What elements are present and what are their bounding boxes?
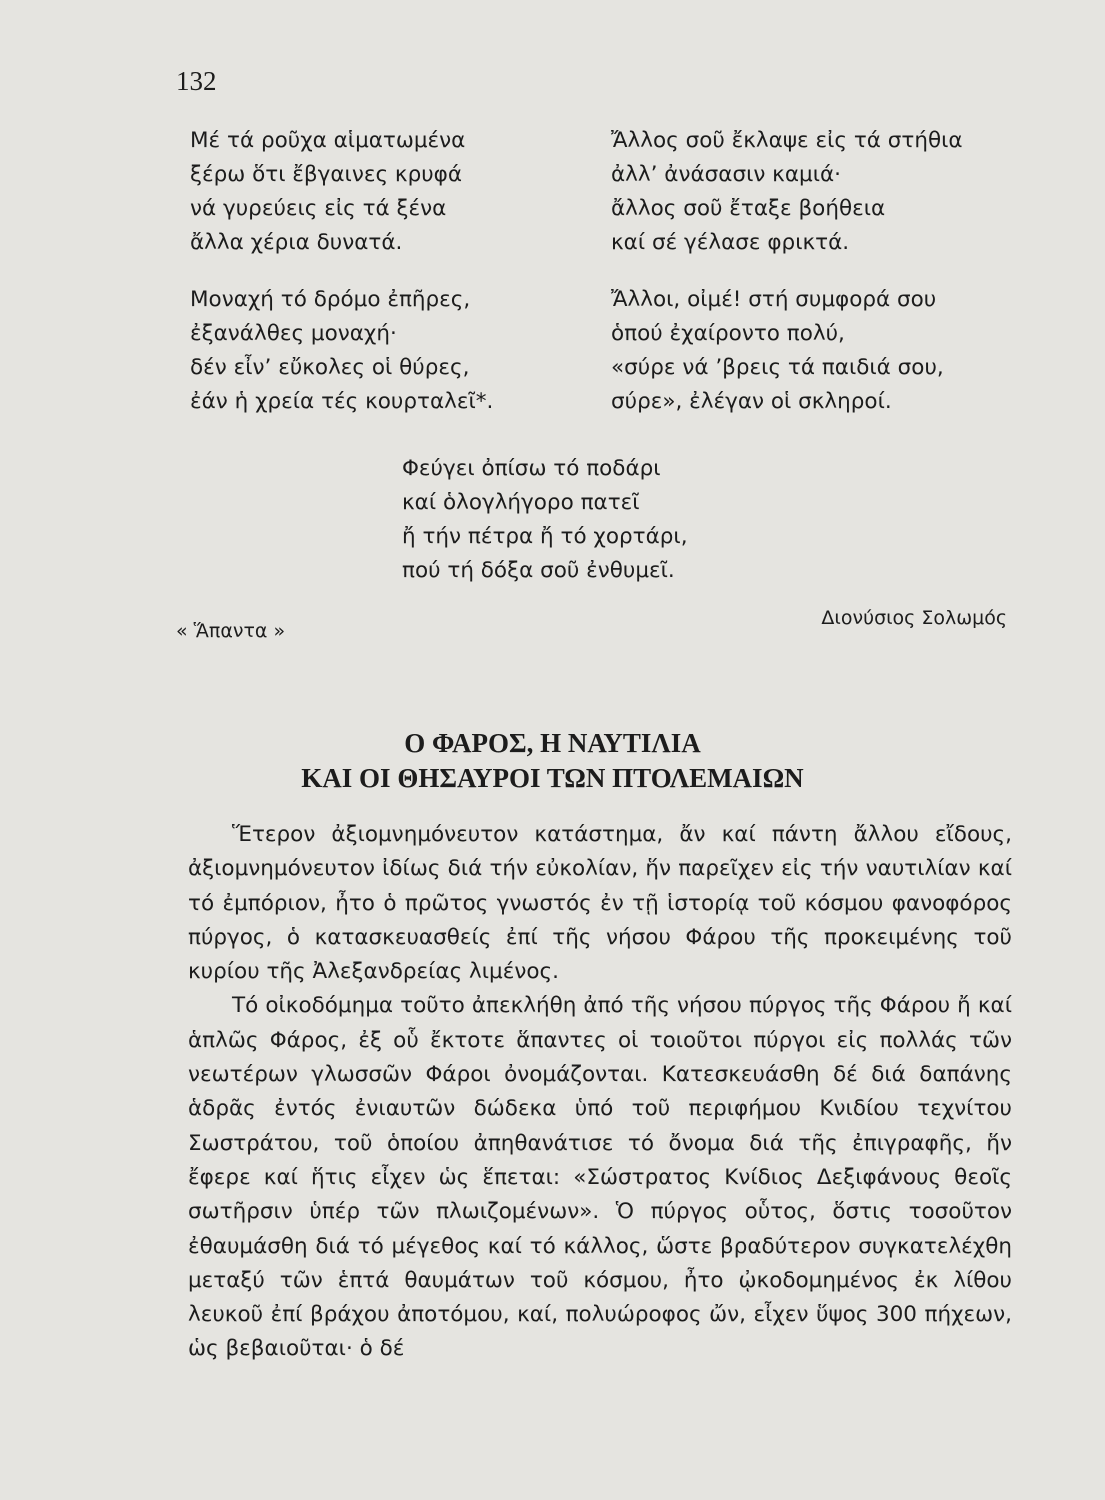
poem-left-column — [190, 124, 493, 442]
poem-line: ἄλλα χέρια δυνατά. — [190, 230, 403, 255]
paragraph: Ἕτερον ἀξιομνημόνευτον κατάστημα, ἄν καί πάντη ἄλλου εἴδους, ἀξιομνημόνευτον ἰδίως διά τήν εὐκολίαν, ἥν παρεῖχεν εἰς τήν ναυτιλίαν καί τό ἐμπόριον, ἦτο ὁ πρῶτος γνωστός ἐν τῇ ἱστορίᾳ τοῦ κόσμου φανοφόρος πύργος, ὁ κατασκευασθείς ἐπί τῆς νήσου Φάρου τῆς προκειμένης τοῦ κυρίου τῆς Ἀλεξανδρείας λιμένος. — [188, 822, 1012, 985]
poem-line: νά γυρεύεις εἰς τά ξένα — [190, 196, 447, 221]
poem-line: ἄλλος σοῦ ἔταξε βοήθεια — [611, 196, 886, 221]
body-text — [188, 818, 1012, 1367]
section-heading — [0, 726, 1105, 796]
poem-line: ξέρω ὅτι ἔβγαινες κρυφά — [190, 162, 463, 187]
poem-line: πού τή δόξα σοῦ ἐνθυμεῖ. — [402, 558, 675, 583]
poem-line: Φεύγει ὀπίσω τό ποδάρι — [402, 456, 661, 481]
poem-line: «σύρε νά ’βρεις τά παιδιά σου, — [611, 355, 944, 380]
poem-line: Ἄλλοι, οἰμέ! στή συμφορά σου — [611, 287, 937, 312]
poem-line: ὁπού ἐχαίροντο πολύ, — [611, 321, 845, 346]
poem-stanza — [190, 124, 493, 260]
paragraph: Τό οἰκοδόμημα τοῦτο ἀπεκλήθη ἀπό τῆς νήσου πύργος τῆς Φάρου ἤ καί ἁπλῶς Φάρος, ἐξ οὗ ἔκτοτε ἅπαντες οἱ τοιοῦτοι πύργοι εἰς πολλάς τῶν νεωτέρων γλωσσῶν Φάροι ὀνομάζονται. Κατεσκευάσθη δέ διά δαπάνης ἁδρᾶς ἐντός ἐνιαυτῶν δώδεκα ὑπό τοῦ περιφήμου Κνιδίου τεχνίτου Σωστράτου, τοῦ ὁποίου ἀπηθανάτισε τό ὄνομα διά τῆς ἐπιγραφῆς, ἥν ἔφερε καί ἥτις εἶχεν ὡς ἕπεται: «Σώστρατος Κνίδιος Δεξιφάνους θεοῖς σωτῆρσιν ὑπέρ τῶν πλωιζομένων». Ὁ πύργος οὗτος, ὅστις τοσοῦτον ἐθαυμάσθη διά τό μέγεθος καί τό κάλλος, ὥστε βραδύτερον συγκατελέχθη μεταξύ τῶν ἑπτά θαυμάτων τοῦ κόσμου, ἦτο ᾠκοδομημένος ἐκ λίθου λευκοῦ ἐπί βράχου ἀποτόμου, καί, πολυώροφος ὤν, εἶχεν ὕψος 300 πήχεων, ὡς βεβαιοῦται· ὁ δέ — [188, 993, 1012, 1362]
poem-line: ἐάν ἡ χρεία τές κουρταλεῖ*. — [190, 389, 494, 414]
poem-line: Ἄλλος σοῦ ἔκλαψε εἰς τά στήθια — [611, 128, 963, 153]
poem-center-stanza — [402, 452, 688, 588]
poem-line: δέν εἶν’ εὔκολες οἱ θύρες, — [190, 355, 470, 380]
page-number: 132 — [176, 66, 217, 96]
poem-line: σύρε», ἐλέγαν οἱ σκληροί. — [611, 389, 892, 414]
poem-stanza — [611, 283, 963, 419]
poem-line: Μέ τά ροῦχα αἱματωμένα — [190, 128, 466, 153]
poem-line: ἐξανάλθες μοναχή· — [190, 321, 397, 346]
poem-line: καί ὁλογλήγορο πατεῖ — [402, 490, 640, 515]
poem-stanza — [190, 283, 493, 419]
heading-line-2: ΚΑΙ ΟΙ ΘΗΣΑΥΡΟΙ ΤΩΝ ΠΤΟΛΕΜΑΙΩΝ — [301, 763, 804, 793]
poem-line: ἤ τήν πέτρα ἤ τό χορτάρι, — [402, 524, 688, 549]
poem-author: Διονύσιος Σολωμός — [821, 607, 1007, 629]
poem-source: « Ἅπαντα » — [176, 620, 286, 642]
poem-stanza — [611, 124, 963, 260]
heading-line-1: Ο ΦΑΡΟΣ, Η ΝΑΥΤΙΛΙΑ — [404, 728, 701, 758]
poem-line: καί σέ γέλασε φρικτά. — [611, 230, 850, 255]
poem-line: ἀλλ’ ἀνάσασιν καμιά· — [611, 162, 841, 187]
poem-right-column — [611, 124, 963, 442]
poem-line: Μοναχή τό δρόμο ἐπῆρες, — [190, 287, 471, 312]
